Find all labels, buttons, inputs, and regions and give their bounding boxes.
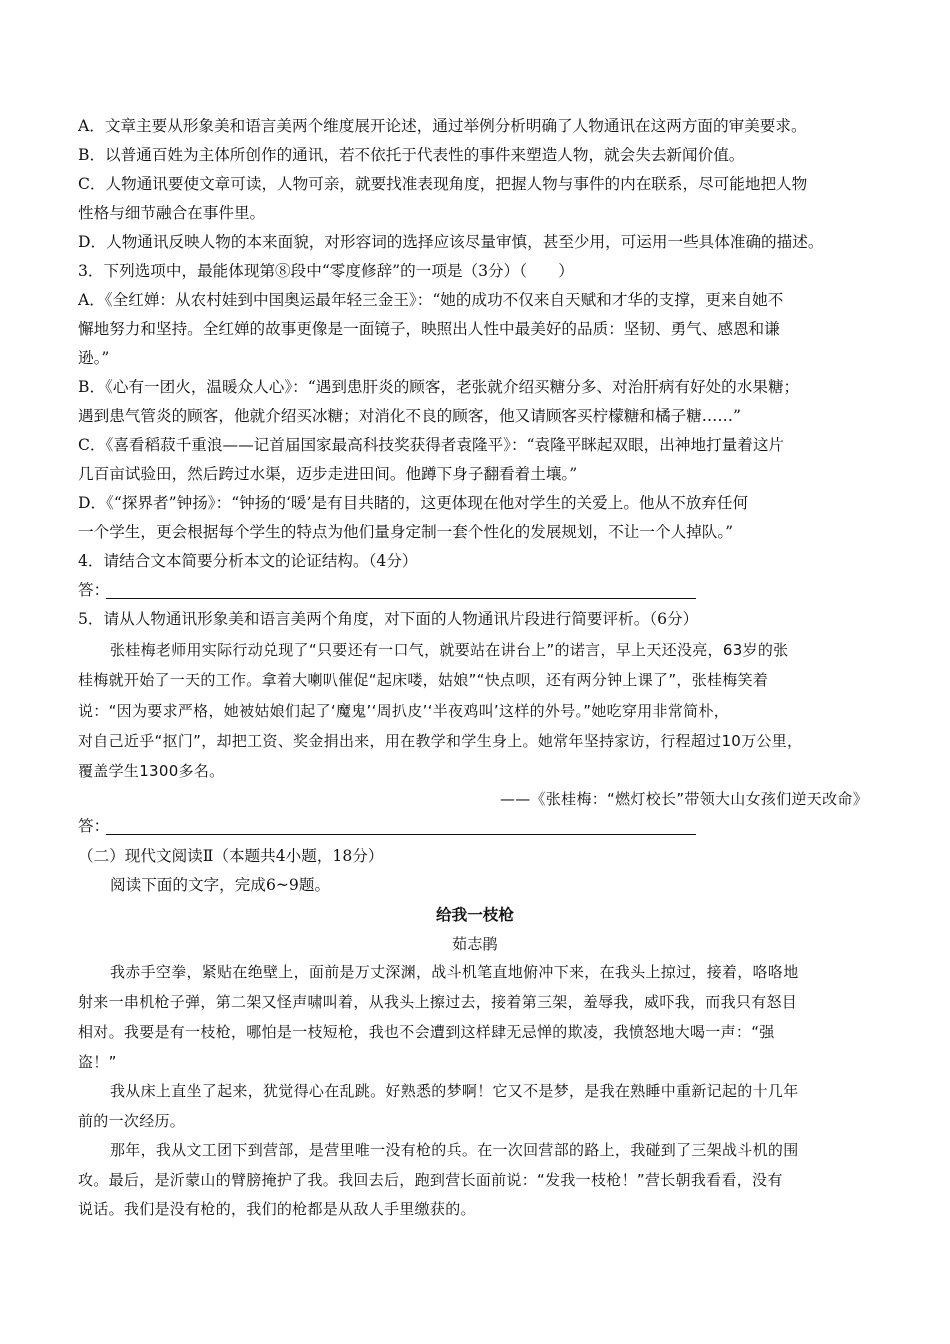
- q2-option-a: A．文章主要从形象美和语言美两个维度展开论述，通过举例分析明确了人物通讯在这两方面的审美要求。: [78, 117, 807, 135]
- q2-option-d: D．人物通讯反映人物的本来面貌，对形容词的选择应该尽量审慎，甚至少用，可运用一些具体准确的描述。: [78, 233, 824, 251]
- article-paragraph-line: 盗！”: [78, 1053, 117, 1071]
- q5-answer-label: 答：: [78, 817, 110, 835]
- q5-excerpt-line5: 覆盖学生1300多名。: [78, 762, 225, 780]
- q5-excerpt-line3: 说：“因为要求严格，她被姑娘们起了‘魔鬼’‘周扒皮’‘半夜鸡叫’这样的外号。”她吃穿用非常简朴，: [78, 702, 730, 720]
- q2-option-c-line1: C．人物通讯要使文章可读，人物可亲，就要找准表现角度，把握人物与事件的内在联系，尽可能地把人物: [78, 175, 808, 193]
- article-paragraph-line: 我从床上直坐了起来，犹觉得心在乱跳。好熟悉的梦啊！它又不是梦，是我在熟睡中重新记起的十几年: [110, 1082, 799, 1100]
- q3-option-d-line2: 一个学生，更会根据每个学生的特点为他们量身定制一套个性化的发展规划，不让一个人掉队。”: [78, 523, 734, 541]
- q3-option-c-line1: C．《喜看稻菽千重浪——记首届国家最高科技奖获得者袁隆平》：“袁隆平眯起双眼，出神地打量着这片: [78, 436, 785, 454]
- q5-excerpt-source: ——《张桂梅：“燃灯校长”带领大山女孩们逆天改命》: [499, 790, 868, 808]
- article-paragraph-line: 相对。我要是有一枝枪，哪怕是一枝短枪，我也不会遭到这样肆无忌惮的欺凌，我愤怒地大喝一声：“强: [78, 1023, 775, 1041]
- article-paragraph-line: 攻。最后，是沂蒙山的臂膀掩护了我。我回去后，跑到营长面前说：“发我一枝枪！”营长朝我看看，没有: [78, 1171, 783, 1189]
- article-paragraph-line: 我赤手空拳，紧贴在绝壁上，面前是万丈深渊，战斗机笔直地俯冲下来，在我头上掠过，接着，咯咯地: [110, 963, 799, 981]
- q3-option-d-line1: D．《“探界者”钟扬》：“钟扬的‘暖’是有目共睹的，这更体现在他对学生的关爱上。他从不放弃任何: [78, 494, 749, 512]
- article-paragraph-line: 说话。我们是没有枪的，我们的枪都是从敌人手里缴获的。: [78, 1200, 476, 1218]
- q3-option-a-line1: A．《全红婵：从农村娃到中国奥运最年轻三金王》：“她的成功不仅来自天赋和才华的支撑，更来自她不: [78, 291, 784, 309]
- q3-option-a-line2: 懈地努力和坚持。全红婵的故事更像是一面镜子，映照出人性中最美好的品质：坚韧、勇气、感恩和谦: [78, 320, 780, 338]
- article-title: 给我一枝枪: [436, 905, 514, 924]
- article-paragraph-line: 射来一串机枪子弹，第二架又怪声啸叫着，从我头上擦过去，接着第三架，羞辱我，威吓我，而我只有怒目: [78, 993, 798, 1011]
- q2-option-b: B．以普通百姓为主体所创作的通讯，若不依托于代表性的事件来塑造人物，就会失去新闻价值。: [78, 146, 745, 164]
- q5-answer-line[interactable]: [106, 834, 696, 835]
- q4-stem: 4．请结合文本简要分析本文的论证结构。（4分）: [78, 552, 418, 570]
- article-paragraph-line: 那年，我从文工团下到营部，是营里唯一没有枪的兵。在一次回营部的路上，我碰到了三架战斗机的围: [110, 1141, 799, 1159]
- q5-excerpt-line1: 张桂梅老师用实际行动兑现了“只要还有一口气，就要站在讲台上”的诺言，早上天还没亮，63岁的张: [110, 641, 789, 659]
- q3-option-b-line2: 遇到患气管炎的顾客，他就介绍买冰糖；对消化不良的顾客，他又请顾客买柠檬糖和橘子糖……”: [78, 407, 741, 425]
- q5-excerpt-line4: 对自己近乎“抠门”，却把工资、奖金捐出来，用在教学和学生身上。她常年坚持家访，行程超过10万公里，: [78, 732, 803, 750]
- article-paragraph-line: 前的一次经历。: [78, 1112, 186, 1130]
- q3-stem: 3．下列选项中，最能体现第⑧段中“零度修辞”的一项是（3分）（ ）: [78, 262, 574, 280]
- q5-stem: 5．请从人物通讯形象美和语言美两个角度，对下面的人物通讯片段进行简要评析。（6分）: [78, 610, 699, 628]
- q4-answer-label: 答：: [78, 581, 110, 599]
- q4-answer-line[interactable]: [106, 598, 696, 599]
- q3-option-c-line2: 几百亩试验田，然后跨过水渠，迈步走进田间。他蹲下身子翻看着土壤。”: [78, 465, 578, 483]
- q2-option-c-line2: 性格与细节融合在事件里。: [78, 204, 266, 222]
- section2-heading: （二）现代文阅读Ⅱ（本题共4小题，18分）: [78, 847, 384, 865]
- q3-option-a-line3: 逊。”: [78, 349, 110, 367]
- section2-instruction: 阅读下面的文字，完成6~9题。: [110, 876, 331, 894]
- q3-option-b-line1: B．《心有一团火，温暖众人心》：“遇到患肝炎的顾客，老张就介绍买糖分多、对治肝病有好处的水果糖；: [78, 378, 800, 396]
- article-author: 茹志鹃: [452, 935, 498, 953]
- q5-excerpt-line2: 桂梅就开始了一天的工作。拿着大喇叭催促“起床喽，姑娘”“快点呗，还有两分钟上课了”，张桂梅笑着: [78, 671, 769, 689]
